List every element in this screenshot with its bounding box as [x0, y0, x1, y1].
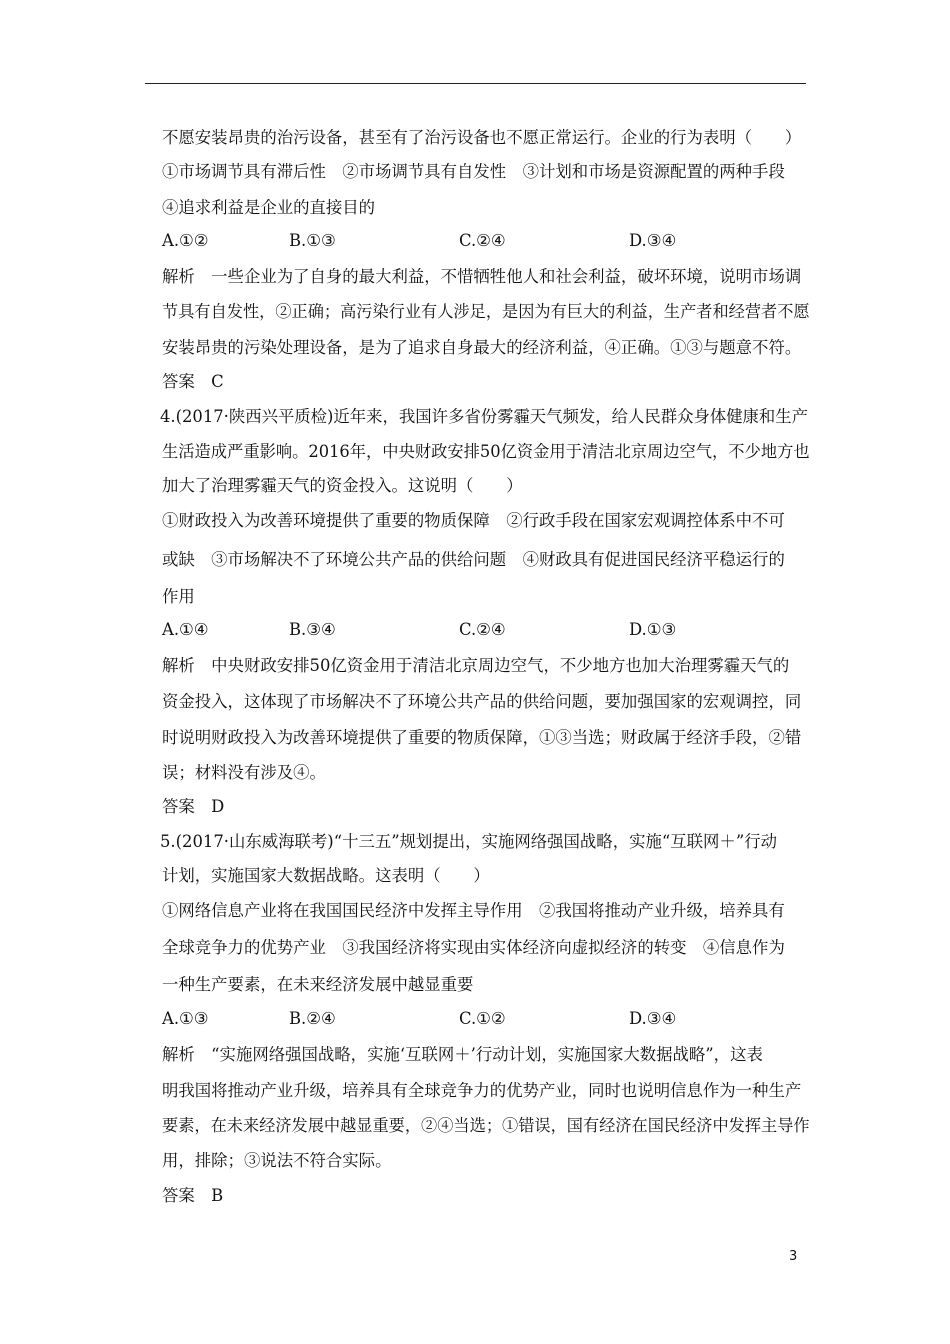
q5-option-c: C.①② [459, 1009, 506, 1028]
q3-option-a: A.①② [162, 231, 209, 250]
q3-answer: 答案 C [162, 372, 224, 391]
q5-answer: 答案 B [162, 1186, 224, 1205]
q3-option-c: C.②④ [459, 231, 506, 250]
q3-option-b: B.①③ [289, 231, 336, 250]
q4-analysis-2: 资金投入，这体现了市场解决不了环境公共产品的供给问题，要加强国家的宏观调控，同 [162, 692, 802, 711]
q4-option-d: D.①③ [629, 620, 677, 639]
q5-stem-2: 计划，实施国家大数据战略。这表明（ ） [162, 866, 490, 885]
q3-analysis-1: 解析 一些企业为了自身的最大利益，不惜牺牲他人和社会利益，破坏环境，说明市场调 [162, 267, 802, 286]
q4-choices-3: 作用 [162, 587, 195, 606]
q4-analysis-4: 误；材料没有涉及④。 [162, 763, 326, 782]
q4-analysis-1: 解析 中央财政安排50亿资金用于清洁北京周边空气，不少地方也加大治理雾霾天气的 [162, 656, 790, 675]
q3-choices-2: ④追求利益是企业的直接目的 [162, 198, 376, 217]
q4-option-b: B.③④ [289, 620, 336, 639]
q5-analysis-4: 用，排除；③说法不符合实际。 [162, 1151, 392, 1170]
q4-stem-1: 4.(2017·陕西兴平质检)近年来，我国许多省份雾霾天气频发，给人民群众身体健康和生产 [160, 407, 809, 426]
q5-option-a: A.①③ [162, 1009, 209, 1028]
q5-analysis-2: 明我国将推动产业升级，培养具有全球竞争力的优势产业，同时也说明信息作为一种生产 [162, 1081, 802, 1100]
q3-analysis-3: 安装昂贵的污染处理设备，是为了追求自身最大的经济利益，④正确。①③与题意不符。 [162, 338, 802, 357]
q3-option-d: D.③④ [629, 231, 677, 250]
header-rule [145, 83, 806, 84]
q5-choices-2: 全球竞争力的优势产业 ③我国经济将实现由实体经济向虚拟经济的转变 ④信息作为 [162, 938, 785, 957]
q3-choices-1: ①市场调节具有滞后性 ②市场调节具有自发性 ③计划和市场是资源配置的两种手段 [162, 162, 785, 181]
q4-choices-1: ①财政投入为改善环境提供了重要的物质保障 ②行政手段在国家宏观调控体系中不可 [162, 511, 785, 530]
q5-stem-1: 5.(2017·山东威海联考)“十三五”规划提出，实施网络强国战略，实施“互联网＋”行动 [160, 832, 777, 851]
q4-choices-2: 或缺 ③市场解决不了环境公共产品的供给问题 ④财政具有促进国民经济平稳运行的 [162, 550, 785, 569]
page-number: 3 [789, 1249, 798, 1264]
q4-stem-2: 生活造成严重影响。2016年，中央财政安排50亿资金用于清洁北京周边空气，不少地方也 [162, 442, 810, 461]
q5-analysis-1: 解析 “实施网络强国战略，实施‘互联网＋’行动计划，实施国家大数据战略”，这表 [162, 1045, 763, 1064]
q5-option-b: B.②④ [289, 1009, 336, 1028]
q5-choices-1: ①网络信息产业将在我国国民经济中发挥主导作用 ②我国将推动产业升级，培养具有 [162, 901, 785, 920]
q4-answer: 答案 D [162, 797, 225, 816]
q3-analysis-2: 节具有自发性，②正确；高污染行业有人涉足，是因为有巨大的利益，生产者和经营者不愿 [162, 302, 810, 321]
q5-analysis-3: 要素，在未来经济发展中越显重要，②④当选；①错误，国有经济在国民经济中发挥主导作 [162, 1116, 810, 1135]
q3-stem: 不愿安装昂贵的治污设备，甚至有了治污设备也不愿正常运行。企业的行为表明（ ） [162, 128, 802, 147]
q4-analysis-3: 时说明财政投入为改善环境提供了重要的物质保障，①③当选；财政属于经济手段，②错 [162, 728, 802, 747]
q4-option-c: C.②④ [459, 620, 506, 639]
q4-option-a: A.①④ [162, 620, 209, 639]
q5-option-d: D.③④ [629, 1009, 677, 1028]
q4-stem-3: 加大了治理雾霾天气的资金投入。这说明（ ） [162, 476, 523, 495]
q5-choices-3: 一种生产要素，在未来经济发展中越显重要 [162, 975, 474, 994]
